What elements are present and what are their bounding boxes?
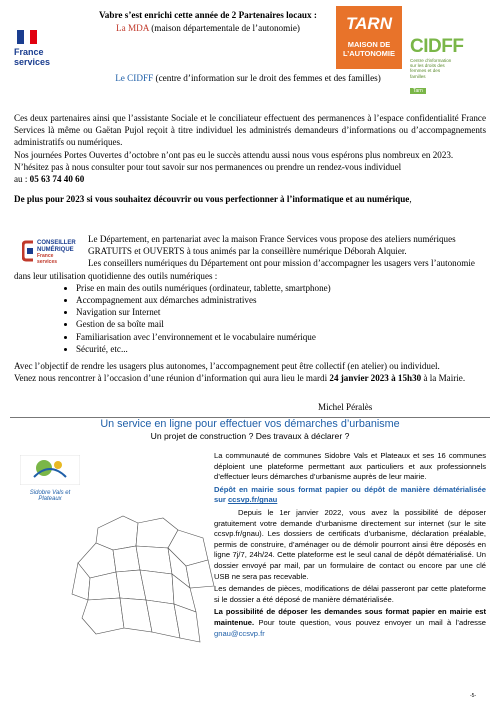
tarn-mda-logo bbox=[336, 6, 402, 69]
logo-word-france: France bbox=[14, 47, 44, 57]
tarn-line3: L’AUTONOMIE bbox=[343, 49, 395, 58]
sidobre-name: Sidobre Vals et Plateaux bbox=[29, 490, 71, 502]
list-item: • Familiarisation avec l’environnement et le vocabulaire numérique bbox=[76, 331, 486, 343]
map-commune bbox=[96, 516, 138, 550]
email-link[interactable]: gnau@ccsvp.fr bbox=[214, 628, 265, 638]
deposit-heading-text: Dépôt en mairie sous format papier ou dépôt de manière dématérialisée sur bbox=[214, 484, 486, 505]
cn-word-1: CONSEILLER bbox=[37, 240, 76, 246]
map-commune bbox=[113, 546, 140, 572]
urbanisme-paragraph-1: La communauté de communes Sidobre Vals et Plateaux et ses 16 communes déploient une plateforme permettant aux particuliers et aux professionnels d’effectuer leurs démarches d’urbanisme auprès de leur mairie. bbox=[214, 451, 486, 482]
phone-number[interactable]: 05 63 74 40 60 bbox=[29, 174, 85, 185]
workshops-paragraph-2: Les conseillers numériques du Département ont pour mission d’accompagner les usagers vers l’autonomie dans leur utilisation quotidienne des outils numériques : bbox=[14, 258, 475, 281]
gnau-link[interactable]: ccsvp.fr/gnau bbox=[227, 495, 278, 505]
urbanisme-subtitle: Un projet de construction ? Des travaux à déclarer ? bbox=[150, 431, 350, 441]
intro-paragraph-1: Ces deux partenaires ainsi que l’assistante Sociale et le conciliateur effectuent des permanences à l’espace confidentialité France Services là même ou Gaëtan Pujol reçoit à titre individuel les administrés demandeurs d’informations ou d’accompagnements administratifs ou numériques. bbox=[14, 113, 486, 148]
cidff-region-badge: Tarn bbox=[410, 88, 426, 94]
meeting-paragraph-1: Avec l’objectif de rendre les usagers plus autonomes, l’accompagnement peut être collectif (en atelier) ou individuel. bbox=[14, 361, 440, 371]
logo-word-services: services bbox=[14, 57, 51, 67]
contact-text: Pour toute question, vous pouvez envoyer un mail à l’adresse bbox=[254, 617, 486, 627]
cidff-word: CIDFF bbox=[410, 36, 464, 57]
workshops-list bbox=[14, 282, 486, 355]
list-item: • Prise en main des outils numériques (ordinateur, tablette, smartphone) bbox=[76, 282, 486, 294]
france-services-logo bbox=[14, 30, 66, 76]
cidff-logo bbox=[410, 36, 485, 92]
intro-paragraph-2: Nos journées Portes Ouvertes d’octobre n’ont pas eu le succès attendu aussi nous vous espérons plus nombreux en 2023. bbox=[14, 149, 454, 160]
phone-line bbox=[14, 173, 486, 185]
workshops-paragraph-1: Le Département, en partenariat avec la maison France Services vous propose des ateliers numériques GRATUITS et OUVERTS à tous animés par la conseillère numérique Déborah Alquier. bbox=[88, 234, 456, 257]
intro-paragraph-3: N’hésitez pas à nous consulter pour tout savoir sur nos permanences ou prendre un rendez-vous individuel bbox=[14, 161, 402, 172]
urbanisme-paragraph-5 bbox=[214, 607, 486, 639]
header-partners bbox=[88, 9, 328, 35]
header-line1: Vabre s’est enrichi cette année de 2 Partenaires locaux : bbox=[99, 10, 317, 20]
list-item: • Gestion de sa boîte mail bbox=[76, 318, 486, 330]
communes-map bbox=[68, 508, 218, 658]
meeting-text-b: à la Mairie. bbox=[421, 373, 466, 384]
sidobre-logo bbox=[20, 455, 80, 502]
digital-headline-text: De plus pour 2023 si vous souhaitez découvrir ou vous perfectionner à l’informatique et au numérique bbox=[14, 194, 410, 205]
sidobre-emblem-icon bbox=[20, 455, 80, 485]
cn-word-3: France bbox=[37, 253, 54, 259]
cn-word-2: NUMÉRIQUE bbox=[37, 247, 74, 253]
meeting-date: 24 janvier 2023 à 15h30 bbox=[329, 373, 422, 384]
phone-prefix: au : bbox=[14, 174, 30, 185]
urbanisme-title: Un service en ligne pour effectuer vos démarches d’urbanisme bbox=[100, 418, 400, 430]
cn-word-4: services bbox=[37, 258, 58, 265]
list-item: • Navigation sur Internet bbox=[76, 306, 486, 318]
tarn-word: TARN bbox=[346, 14, 392, 33]
workshops-section bbox=[14, 233, 486, 355]
meeting-paragraph-2 bbox=[14, 372, 486, 384]
mda-name: La MDA bbox=[116, 23, 149, 33]
map-commune bbox=[136, 546, 172, 574]
list-item: • Sécurité, etc... bbox=[76, 343, 486, 355]
meeting-text-a: Venez nous rencontrer à l’occasion d’une réunion d’information qui aura lieu le mardi bbox=[14, 373, 330, 384]
urbanisme-deposit-heading bbox=[214, 485, 486, 506]
meeting-section bbox=[14, 360, 486, 384]
cidff-desc: (centre d’information sur le droit des femmes et des familles) bbox=[153, 73, 381, 83]
cidff-subtitle: Centre d’information sur les droits des femmes et des familles bbox=[410, 58, 452, 79]
signature: Michel Péralès bbox=[318, 402, 373, 412]
france-services-text bbox=[14, 47, 66, 67]
marianne-icon bbox=[17, 30, 37, 44]
urbanisme-paragraph-3: Depuis le 1er janvier 2022, vous avez la possibilité de déposer gratuitement votre demande d’urbanisme directement sur internet (sur le site ccsvp.fr/gnau). Les dossiers de certificats d’urbanisme, déclaration préalable, permis de construire, d’aménager ou de démolir pourront ainsi être déposés en ligne 7j/7, 24h/24. Cette plateforme est le seul canal de dépôt dématérialisé. Un dossier envoyé par mail, par un formulaire de contact ou encore par une clé USB ne sera pas recevable. bbox=[214, 507, 486, 581]
map-commune bbox=[82, 598, 124, 634]
urbanisme-paragraph-4: Les demandes de pièces, modifications de délai passeront par cette plateforme si le dossier a été déposé de manière dématérialisée. bbox=[214, 584, 486, 604]
urbanisme-text bbox=[214, 451, 486, 641]
digital-headline-end: , bbox=[409, 194, 412, 205]
digital-headline bbox=[14, 193, 486, 205]
intro-section bbox=[14, 112, 486, 205]
list-item: • Accompagnement aux démarches administratives bbox=[76, 294, 486, 306]
header-cidff bbox=[88, 73, 408, 83]
header-mda bbox=[88, 22, 328, 35]
tarn-line2: MAISON DE bbox=[347, 40, 391, 49]
cidff-name: Le CIDFF bbox=[115, 73, 154, 83]
paper-deposit-note: La possibilité de déposer les demandes sous format papier en mairie est maintenue. bbox=[214, 607, 486, 627]
page-number: -5- bbox=[470, 693, 477, 699]
mda-desc: (maison départementale de l’autonomie) bbox=[148, 23, 300, 33]
